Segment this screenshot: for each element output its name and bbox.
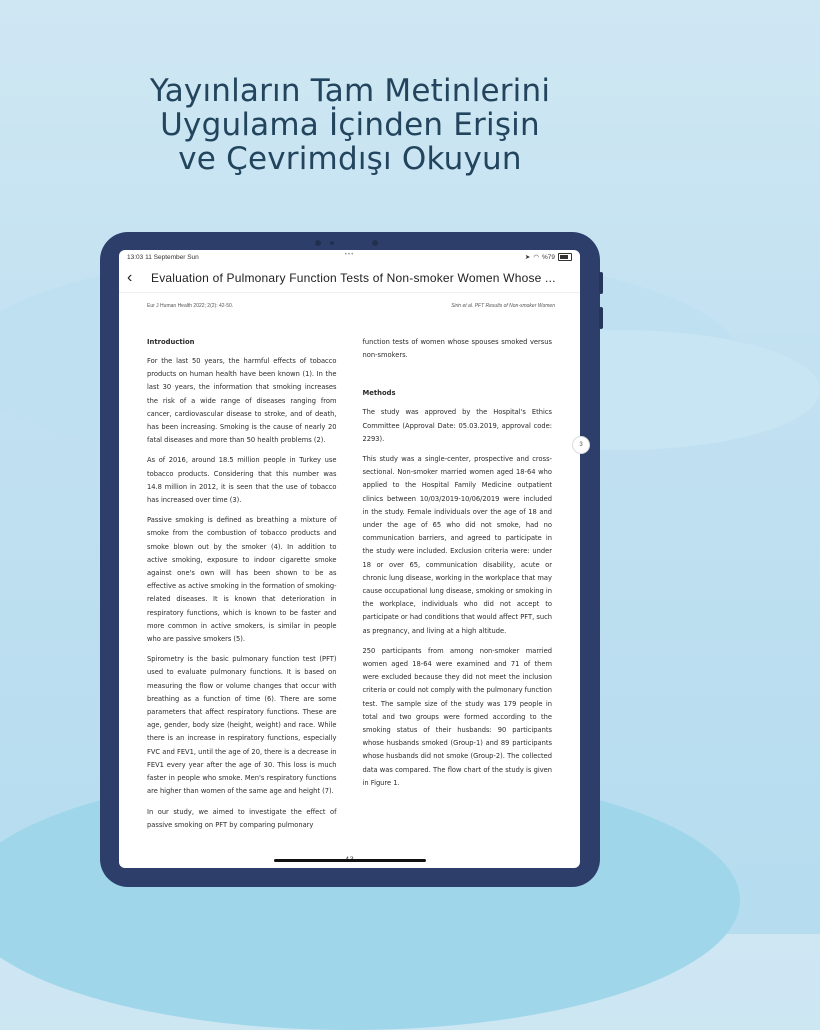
camera-icon xyxy=(315,240,321,246)
paragraph: function tests of women whose spouses smoked versus non-smokers. xyxy=(362,338,552,360)
sensor-icon xyxy=(330,241,334,245)
tablet-frame xyxy=(100,232,600,887)
paragraph: Passive smoking is defined as breathing a mixture of smoke from the combustion of tobacco products and smoke blown out by the smoker (4). In addition to active smoking, exposure to indoor cigarette smoke against one's own will has been shown to be as effective as active smoking in the formation of smoking-related diseases. It is known that deterioration in respiratory functions, which is known to be faster and more common in active smokers, is similar in people who are passive smokers (5). xyxy=(147,516,337,644)
paragraph: In our study, we aimed to investigate the effect of passive smoking on PFT by comparing pulmonary xyxy=(147,807,337,829)
multitask-dots[interactable]: ••• xyxy=(344,251,355,258)
left-column xyxy=(147,336,337,839)
status-bar xyxy=(119,250,580,264)
nav-bar xyxy=(119,264,580,293)
headline-line-3: ve Çevrimdışı Okuyun xyxy=(178,141,522,177)
running-title: Sirin et al. PFT Results of Non-smoker Women xyxy=(451,303,555,309)
paragraph: 250 participants from among non-smoker married women aged 18-64 were examined and 71 of them were excluded because they did not meet the inclusion criteria or could not comply with the pulmonary function test. The sample size of the study was 179 people in total and two groups were formed according to the smoking status of their husbands: 90 participants whose husbands smoked (Group-1) and 89 participants whose husbands did not smoke (Group-2). The collected data was compared. The flow chart of the study is given in Figure 1. xyxy=(362,646,552,787)
section-heading: Introduction xyxy=(147,338,195,346)
journal-citation: Eur J Human Health 2022; 2(2): 42-50. xyxy=(147,303,234,309)
paragraph: Spirometry is the basic pulmonary function test (PFT) used to evaluate pulmonary functions. It is based on measuring the flow or volume changes that occur with breathing as a function of time (6). There are some parameters that affect respiratory functions. These are age, gender, body size (height, weight) and race. While there is an increase in respiratory functions, especially FVC and FEV1, until the age of 20, there is a decrease in FEV1 every year after the age of 30. This loss is much faster in people who smoke. Men's respiratory functions are higher than women of the same age and height (7). xyxy=(147,655,337,796)
status-time: 13:03 11 September Sun xyxy=(127,253,199,261)
paragraph: The study was approved by the Hospital's Ethics Committee (Approval Date: 05.03.2019, approval code: 2293). xyxy=(362,408,552,443)
right-column xyxy=(363,336,553,839)
location-icon: ➤ xyxy=(524,254,531,261)
camera-icon xyxy=(372,240,378,246)
paragraph: As of 2016, around 18.5 million people in Turkey use tobacco products. Considering that this number was 14.8 million in 2012, it is seen that the use of tobacco has increased over time (3). xyxy=(147,456,337,505)
app-screen xyxy=(119,250,583,868)
battery-percent: %79 xyxy=(541,253,555,261)
paper-header xyxy=(119,293,580,309)
promo-headline xyxy=(0,74,700,176)
article-title: Evaluation of Pulmonary Function Tests of Non-smoker Women Whose ... xyxy=(151,271,556,285)
page-indicator[interactable]: 3 xyxy=(572,436,590,454)
home-indicator[interactable] xyxy=(274,859,426,862)
paragraph: This study was a single-center, prospective and cross-sectional. Non-smoker married women aged 18-64 who applied to the Hospital Family Medicine outpatient clinics between 10/03/2019-10/06/2019 were included in the study. Female individuals over the age of 18 and under the age of 65 who did not smoke, had no communication barriers, and agreed to participate in the study were included. Exclusion criteria were: under 18 or over 65, communication disability, acute or chronic lung disease, working in the workplace that may cause occupational lung disease, smoking or smoking in the workplace, individuals who did not accept to participate or had conditions that would affect PFT, such as pregnancy, and living at a high altitude. xyxy=(362,455,552,635)
side-button xyxy=(599,307,603,329)
headline-line-1: Yayınların Tam Metinlerini xyxy=(149,73,551,109)
article-body xyxy=(147,336,552,839)
headline-line-2: Uygulama İçinden Erişin xyxy=(160,107,540,143)
section-heading: Methods xyxy=(362,389,396,398)
chevron-left-icon[interactable]: ‹ xyxy=(127,269,133,286)
battery-icon xyxy=(558,253,572,261)
wifi-icon: ◠ xyxy=(533,254,539,261)
side-button xyxy=(599,272,603,294)
paragraph: For the last 50 years, the harmful effects of tobacco products on human health have been known (1). In the last 30 years, the information that smoking increases the risk of a wide range of diseases ranging from cancer, cardiovascular disease to stroke, and of death, has been increasing. Smoking is the cause of nearly 20 fatal diseases and more than 50 health problems (2). xyxy=(147,357,337,445)
